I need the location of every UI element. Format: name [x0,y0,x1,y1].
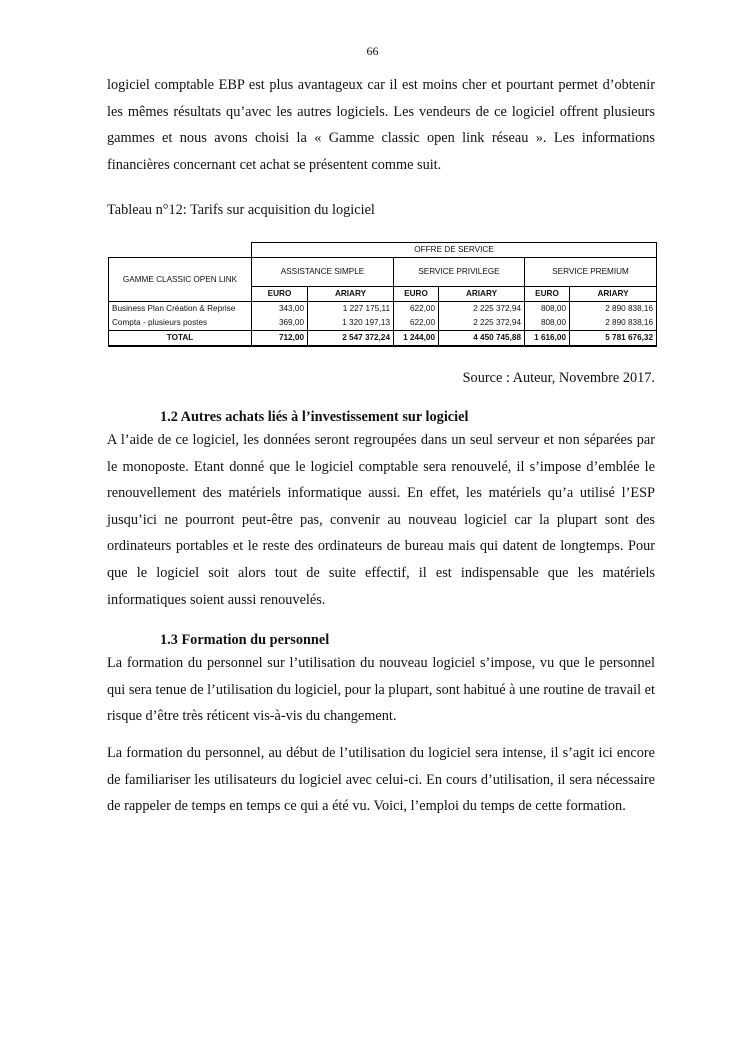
total-cell: 1 616,00 [525,331,570,347]
section-1-3-paragraph-2: La formation du personnel, au début de l’utilisation du logiciel sera intense, il s’agit ici encore de familiariser les utilisateurs du logiciel avec celui-ci. En cours d’utilisation, il sera nécessaire de rappeler de temps en temps ce qui a été vu. Voici, l’emploi du temps de cette formation. [107,745,655,815]
unit-header: ARIARY [439,287,525,302]
cell: 808,00 [525,302,570,317]
row-header: GAMME CLASSIC OPEN LINK [109,258,252,302]
total-cell: 712,00 [252,331,308,347]
group-header: ASSISTANCE SIMPLE [252,258,394,287]
group-header: SERVICE PRIVILEGE [394,258,525,287]
page-number: 66 [366,44,379,58]
unit-header: EURO [252,287,308,302]
unit-header: EURO [525,287,570,302]
table-source: Source : Auteur, Novembre 2017. [462,370,655,386]
total-cell: 1 244,00 [394,331,439,347]
section-heading-1-3: 1.3 Formation du personnel [160,632,330,648]
offer-header: OFFRE DE SERVICE [252,243,657,258]
table-caption: Tableau n°12: Tarifs sur acquisition du logiciel [107,202,375,218]
pricing-table [108,242,657,347]
cell: 1 320 197,13 [308,316,394,331]
table-row [109,316,657,331]
cell: 808,00 [525,316,570,331]
cell: 622,00 [394,316,439,331]
cell: 369,00 [252,316,308,331]
total-cell: 4 450 745,88 [439,331,525,347]
cell: 2 890 838,16 [570,316,657,331]
group-header: SERVICE PREMIUM [525,258,657,287]
row-label: Business Plan Création & Reprise [109,302,252,317]
total-row [109,331,657,347]
cell: 343,00 [252,302,308,317]
section-heading-1-2: 1.2 Autres achats liés à l’investissement sur logiciel [160,409,469,425]
row-label: Compta - plusieurs postes [109,316,252,331]
unit-header: ARIARY [308,287,394,302]
cell: 2 225 372,94 [439,302,525,317]
section-1-2-paragraph: A l’aide de ce logiciel, les données seront regroupées dans un seul serveur et non séparées par le monoposte. Etant donné que le logiciel comptable sera renouvelé, il s’impose d’emblée le renouvellement des matériels informatique aussi. En effet, les matériels qu’a utilisé l’ESP jusqu’ici ne pourront peut-être pas, convenir au nouveau logiciel car la plupart sont des ordinateurs portables et le reste des ordinateurs de bureau mais qui datent de longtemps. Pour que le logiciel soit alors tout de suite effectif, il est indispensable que les matériels informatiques soient aussi renouvelés. [107,432,655,608]
cell: 2 225 372,94 [439,316,525,331]
total-label: TOTAL [109,331,252,347]
intro-paragraph: logiciel comptable EBP est plus avantageux car il est moins cher et pourtant permet d’obtenir les mêmes résultats qu’avec les autres logiciels. Les vendeurs de ce logiciel offrent plusieurs gammes et nous avons choisi la « Gamme classic open link réseau ». Les informations financières concernant cet achat se présentent comme suit. [107,77,655,173]
unit-header: EURO [394,287,439,302]
cell: 2 890 838,16 [570,302,657,317]
cell: 1 227 175,11 [308,302,394,317]
total-cell: 2 547 372,24 [308,331,394,347]
section-1-3-paragraph-1: La formation du personnel sur l’utilisation du nouveau logiciel s’impose, vu que le personnel qui sera tenue de l’utilisation du logiciel, pour la plupart, sont habitué à une routine de travail et risque d’être très réticent vis-à-vis du changement. [107,655,655,725]
cell: 622,00 [394,302,439,317]
total-cell: 5 781 676,32 [570,331,657,347]
table-row [109,302,657,317]
unit-header: ARIARY [570,287,657,302]
